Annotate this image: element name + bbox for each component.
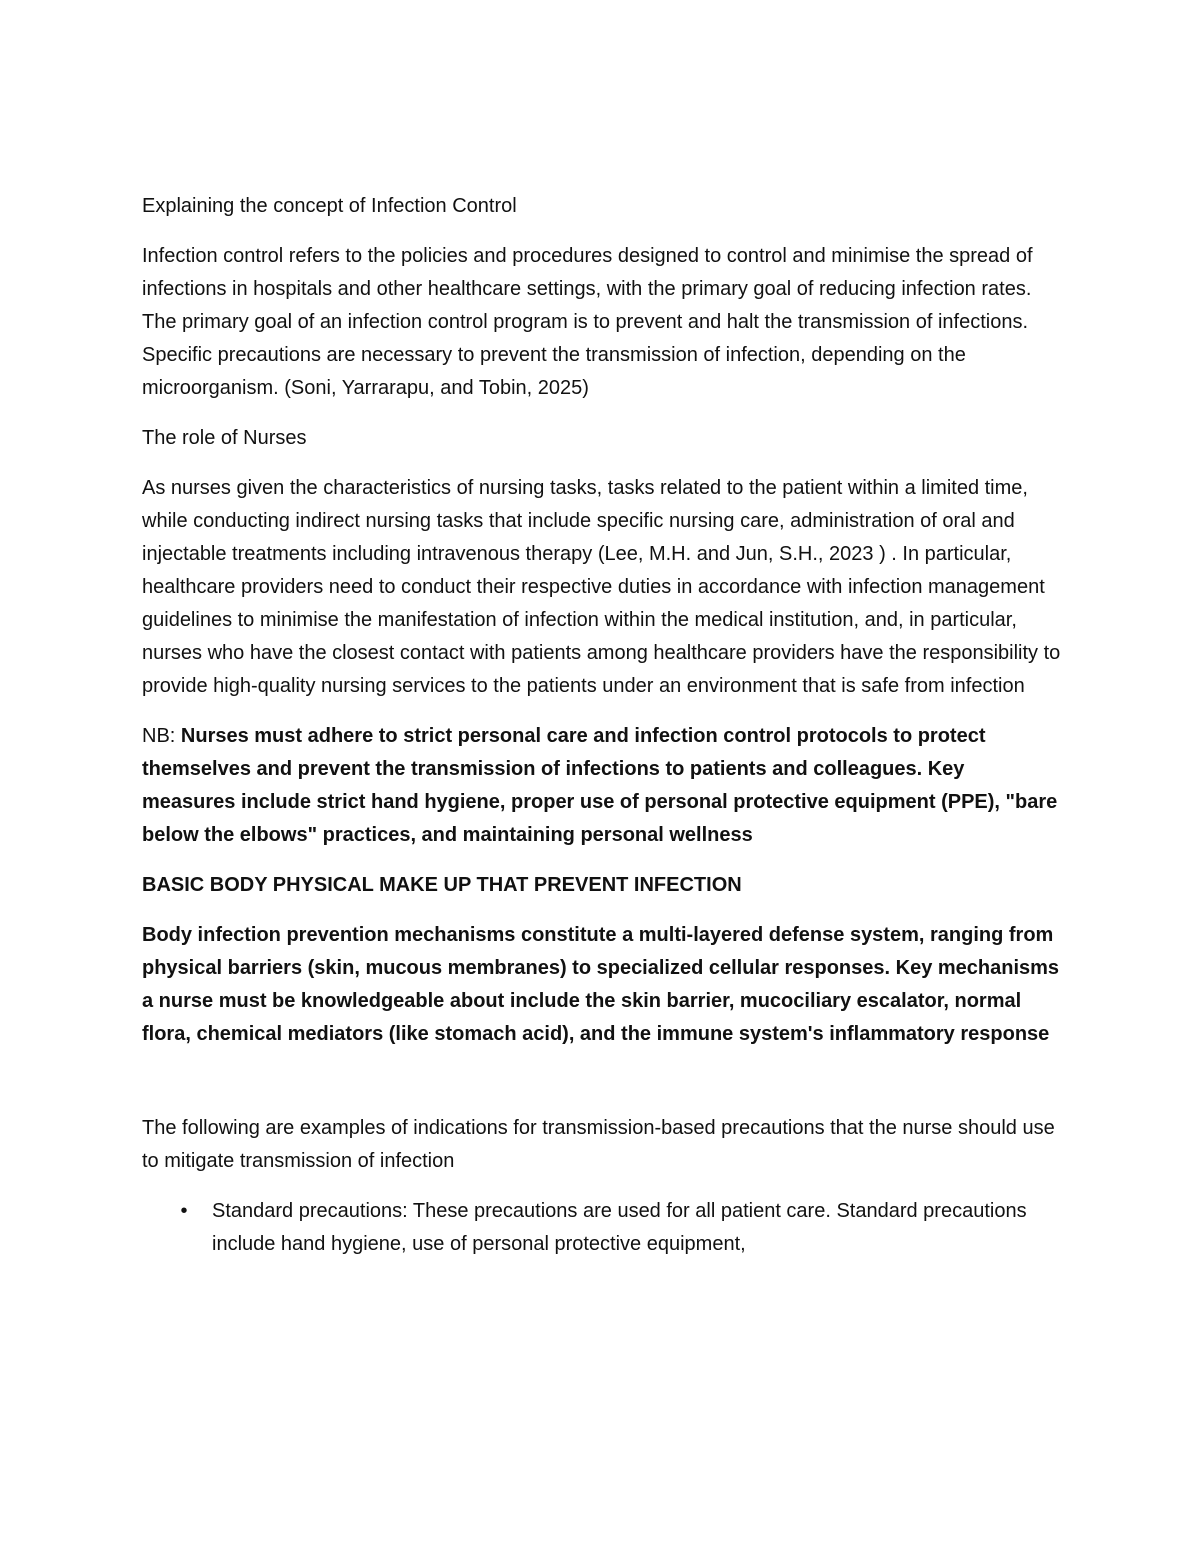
precautions-list xyxy=(142,1195,1062,1261)
list-item-text: Standard precautions: These precautions are used for all patient care. Standard precautions include hand hygiene, use of personal protective equipment, xyxy=(212,1200,1027,1255)
blank-line xyxy=(142,1068,1062,1112)
nb-text: Nurses must adhere to strict personal care and infection control protocols to protect themselves and prevent the transmission of infections to patients and colleagues. Key measures include strict hand hygiene, proper use of personal protective equipment (PPE), "bare below the elbows" practices, and maintaining personal wellness xyxy=(142,725,1058,846)
document-page xyxy=(142,190,1062,1261)
nb-label: NB: xyxy=(142,725,181,747)
paragraph-role-of-nurses: As nurses given the characteristics of nursing tasks, tasks related to the patient within a limited time, while conducting indirect nursing tasks that include specific nursing care, administration of oral and injectable treatments including intravenous therapy (Lee, M.H. and Jun, S.H., 2023 ) . In particular, healthcare providers need to conduct their respective duties in accordance with infection management guidelines to minimise the manifestation of infection within the medical institution, and, in particular, nurses who have the closest contact with patients among healthcare providers have the responsibility to provide high-quality nursing services to the patients under an environment that is safe from infection xyxy=(142,477,1061,697)
paragraph-body-defense-mechanisms: Body infection prevention mechanisms constitute a multi-layered defense system, ranging from physical barriers (skin, mucous membranes) to specialized cellular responses. Key mechanisms a nurse must be knowledgeable about include the skin barrier, mucociliary escalator, normal flora, chemical mediators (like stomach acid), and the immune system's inflammatory response xyxy=(142,924,1060,1045)
list-item xyxy=(142,1195,1062,1261)
nb-note xyxy=(142,720,1062,852)
bullet-icon: • xyxy=(180,1200,188,1222)
section-heading-infection-control: Explaining the concept of Infection Control xyxy=(142,195,517,217)
paragraph-infection-control-definition: Infection control refers to the policies and procedures designed to control and minimise the spread of infections in hospitals and other healthcare settings, with the primary goal of reducing infection rates. The primary goal of an infection control program is to prevent and halt the transmission of infections. Specific precautions are necessary to prevent the transmission of infection, depending on the microorganism. (Soni, Yarrarapu, and Tobin, 2025) xyxy=(142,245,1033,399)
paragraph-transmission-precautions-intro: The following are examples of indications for transmission-based precautions that the nurse should use to mitigate transmission of infection xyxy=(142,1117,1055,1172)
section-heading-body-make-up: BASIC BODY PHYSICAL MAKE UP THAT PREVENT INFECTION xyxy=(142,874,742,896)
section-heading-role-of-nurses: The role of Nurses xyxy=(142,427,307,449)
